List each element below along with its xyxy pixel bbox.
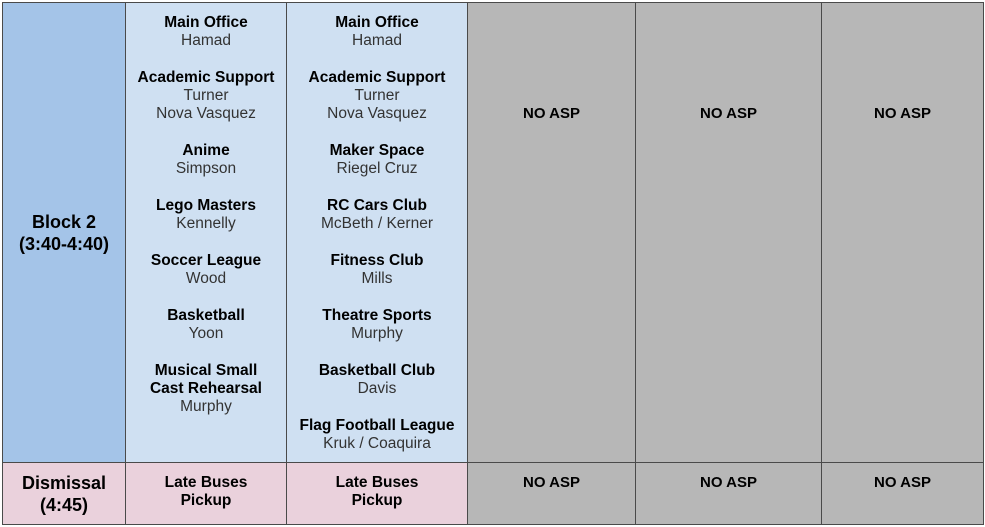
pickup-label: Pickup bbox=[351, 492, 403, 509]
activity-name: Academic Support bbox=[308, 69, 446, 86]
activity-item bbox=[322, 307, 431, 343]
activity-staff: Mills bbox=[361, 270, 393, 287]
activity-item bbox=[164, 14, 248, 50]
activity-name: Theatre Sports bbox=[322, 307, 432, 324]
block2-time: (3:40-4:40) bbox=[18, 233, 110, 254]
activity-staff: Nova Vasquez bbox=[327, 105, 427, 122]
activity-name: Soccer League bbox=[150, 252, 262, 269]
activity-name: Anime bbox=[182, 142, 230, 159]
block2-label: Block 2 bbox=[31, 211, 96, 232]
activity-staff: Turner bbox=[354, 87, 400, 104]
late-buses-label: Late Buses bbox=[335, 474, 419, 491]
activity-staff: Simpson bbox=[175, 160, 237, 177]
no-asp-label: NO ASP bbox=[874, 474, 931, 491]
dismissal-label: Dismissal bbox=[21, 472, 107, 493]
activity-item bbox=[151, 252, 261, 288]
activity-staff: Davis bbox=[357, 380, 397, 397]
activity-staff: Nova Vasquez bbox=[156, 105, 256, 122]
activity-item bbox=[138, 69, 275, 123]
activity-name: Maker Space bbox=[329, 142, 425, 159]
activity-name: Main Office bbox=[164, 14, 248, 31]
activity-name: Main Office bbox=[335, 14, 419, 31]
activity-name: Cast Rehearsal bbox=[149, 380, 262, 397]
block2-col4-cell bbox=[635, 2, 822, 463]
no-asp-label: NO ASP bbox=[523, 105, 580, 122]
no-asp-label: NO ASP bbox=[523, 474, 580, 491]
activity-staff: Murphy bbox=[351, 325, 403, 342]
dismissal-time: (4:45) bbox=[39, 494, 88, 515]
activity-item bbox=[176, 142, 236, 178]
dismissal-col1-cell bbox=[125, 462, 287, 525]
activity-item bbox=[299, 417, 454, 453]
activity-name: RC Cars Club bbox=[327, 197, 427, 214]
activity-item bbox=[167, 307, 245, 343]
activity-staff: Yoon bbox=[188, 325, 224, 342]
activity-item bbox=[335, 14, 419, 50]
activity-name: Lego Masters bbox=[156, 197, 256, 214]
late-buses-label: Late Buses bbox=[164, 474, 248, 491]
activity-name: Flag Football League bbox=[299, 417, 455, 434]
activity-name: Musical Small bbox=[154, 362, 258, 379]
dismissal-header-cell bbox=[2, 462, 126, 525]
block2-col2-cell bbox=[286, 2, 468, 463]
activity-staff: Hamad bbox=[181, 32, 231, 49]
block2-header-cell bbox=[2, 2, 126, 463]
activity-name: Academic Support bbox=[137, 69, 275, 86]
activity-staff: Turner bbox=[183, 87, 229, 104]
dismissal-col2-cell bbox=[286, 462, 468, 525]
activity-item bbox=[330, 252, 423, 288]
activity-staff: Riegel Cruz bbox=[336, 160, 418, 177]
activity-staff: Kennelly bbox=[176, 215, 236, 232]
activity-item bbox=[319, 362, 435, 398]
block2-col5-cell bbox=[821, 2, 984, 463]
activity-staff: McBeth / Kerner bbox=[321, 215, 433, 232]
activity-item bbox=[321, 197, 433, 233]
block2-col1-cell bbox=[125, 2, 287, 463]
block2-col3-cell bbox=[467, 2, 636, 463]
activity-item bbox=[330, 142, 425, 178]
activity-staff: Kruk / Coaquira bbox=[323, 435, 431, 452]
activity-staff: Hamad bbox=[352, 32, 402, 49]
activity-item bbox=[309, 69, 446, 123]
dismissal-col3-cell bbox=[467, 462, 636, 525]
activity-staff: Murphy bbox=[180, 398, 232, 415]
no-asp-label: NO ASP bbox=[700, 105, 757, 122]
no-asp-label: NO ASP bbox=[874, 105, 931, 122]
dismissal-col5-cell bbox=[821, 462, 984, 525]
activity-staff: Wood bbox=[185, 270, 227, 287]
activity-name: Basketball bbox=[167, 307, 245, 324]
activity-item bbox=[156, 197, 256, 233]
activity-name: Basketball Club bbox=[318, 362, 436, 379]
dismissal-col4-cell bbox=[635, 462, 822, 525]
pickup-label: Pickup bbox=[180, 492, 232, 509]
activity-name: Fitness Club bbox=[330, 252, 424, 269]
activity-item bbox=[150, 362, 262, 416]
no-asp-label: NO ASP bbox=[700, 474, 757, 491]
